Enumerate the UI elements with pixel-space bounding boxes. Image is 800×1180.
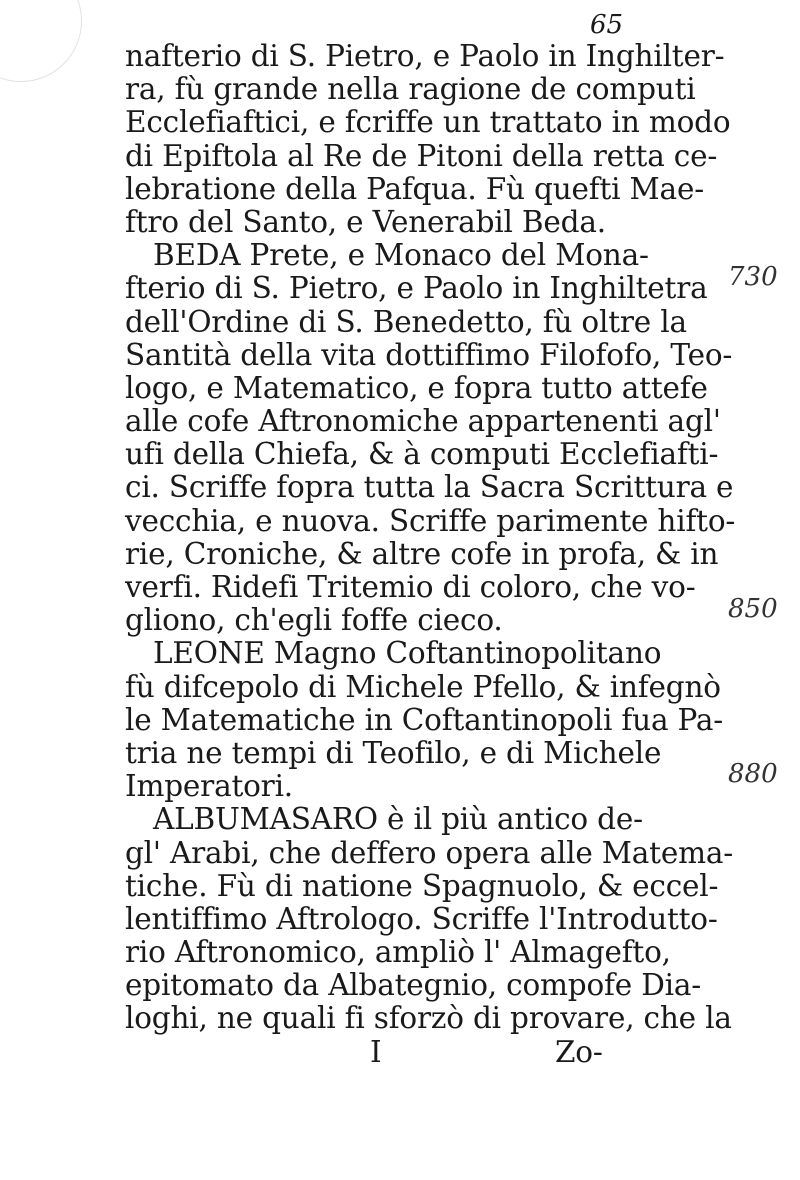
text-line: fterio di S. Pietro, e Paolo in Inghiltetra: [125, 271, 708, 306]
catchword: Zo-: [555, 1034, 603, 1069]
paragraph-start-albumasaro: ALBUMASARO è il più antico de-: [153, 802, 643, 837]
text-line: gl' Arabi, che deffero opera alle Matema-: [125, 835, 734, 870]
page-number: 65: [590, 10, 624, 40]
signature-mark: I: [370, 1034, 382, 1069]
text-line: ci. Scriffe fopra tutta la Sacra Scrittura e: [125, 470, 734, 505]
text-line: tria ne tempi di Teofilo, e di Michele: [125, 735, 662, 770]
text-line: ufi della Chiefa, & à computi Ecclefiafti-: [125, 437, 719, 472]
text-line: lebratione della Pafqua. Fù quefti Mae-: [125, 171, 704, 206]
paragraph-start-leone: LEONE Magno Coftantinopolitano: [153, 636, 662, 671]
text-line: Imperatori.: [125, 769, 293, 804]
text-line: alle cofe Aftronomiche appartenenti agl': [125, 404, 721, 439]
footer-line: [125, 1036, 685, 1069]
paragraph-start-beda: BEDA Prete, e Monaco del Mona-: [153, 238, 649, 273]
text-line: vecchia, e nuova. Scriffe parimente hifto-: [125, 503, 736, 538]
text-line: di Epiftola al Re de Pitoni della retta ce-: [125, 138, 718, 173]
text-line: gliono, ch'egli foffe cieco.: [125, 603, 503, 638]
margin-year: 850: [728, 594, 778, 624]
text-line: loghi, ne quali fi sforzò di provare, che la: [125, 1001, 732, 1036]
text-line: rie, Croniche, & altre cofe in profa, & in: [125, 536, 719, 571]
text-line: ra, fù grande nella ragione de computi: [125, 72, 696, 107]
text-line: Santità della vita dottiffimo Filofofo, Teo-: [125, 337, 733, 372]
text-line: ftro del Santo, e Venerabil Beda.: [125, 204, 606, 239]
text-line: logo, e Matematico, e fopra tutto attefe: [125, 370, 708, 405]
page-fold-mark: [0, 0, 82, 82]
text-line: le Matematiche in Coftantinopoli fua Pa-: [125, 702, 723, 737]
text-line: lentiffimo Aftrologo. Scriffe l'Introdutto-: [125, 901, 718, 936]
text-line: rio Aftronomico, ampliò l' Almagefto,: [125, 935, 671, 970]
text-line: dell'Ordine di S. Benedetto, fù oltre la: [125, 304, 687, 339]
text-line: verfi. Ridefi Tritemio di coloro, che vo-: [125, 570, 696, 604]
text-line: tiche. Fù di natione Spagnuolo, & eccel-: [125, 868, 719, 903]
text-line: nafterio di S. Pietro, e Paolo in Inghilter-: [125, 39, 725, 73]
margin-year: 880: [728, 759, 778, 789]
text-line: fù difcepolo di Michele Pfello, & infegnò: [125, 669, 721, 704]
text-line: Ecclefiaftici, e fcriffe un trattato in modo: [125, 105, 731, 140]
text-block: [125, 39, 736, 1069]
margin-year: 730: [728, 262, 778, 292]
text-line: epitomato da Albategnio, compofe Dia-: [125, 968, 702, 1003]
